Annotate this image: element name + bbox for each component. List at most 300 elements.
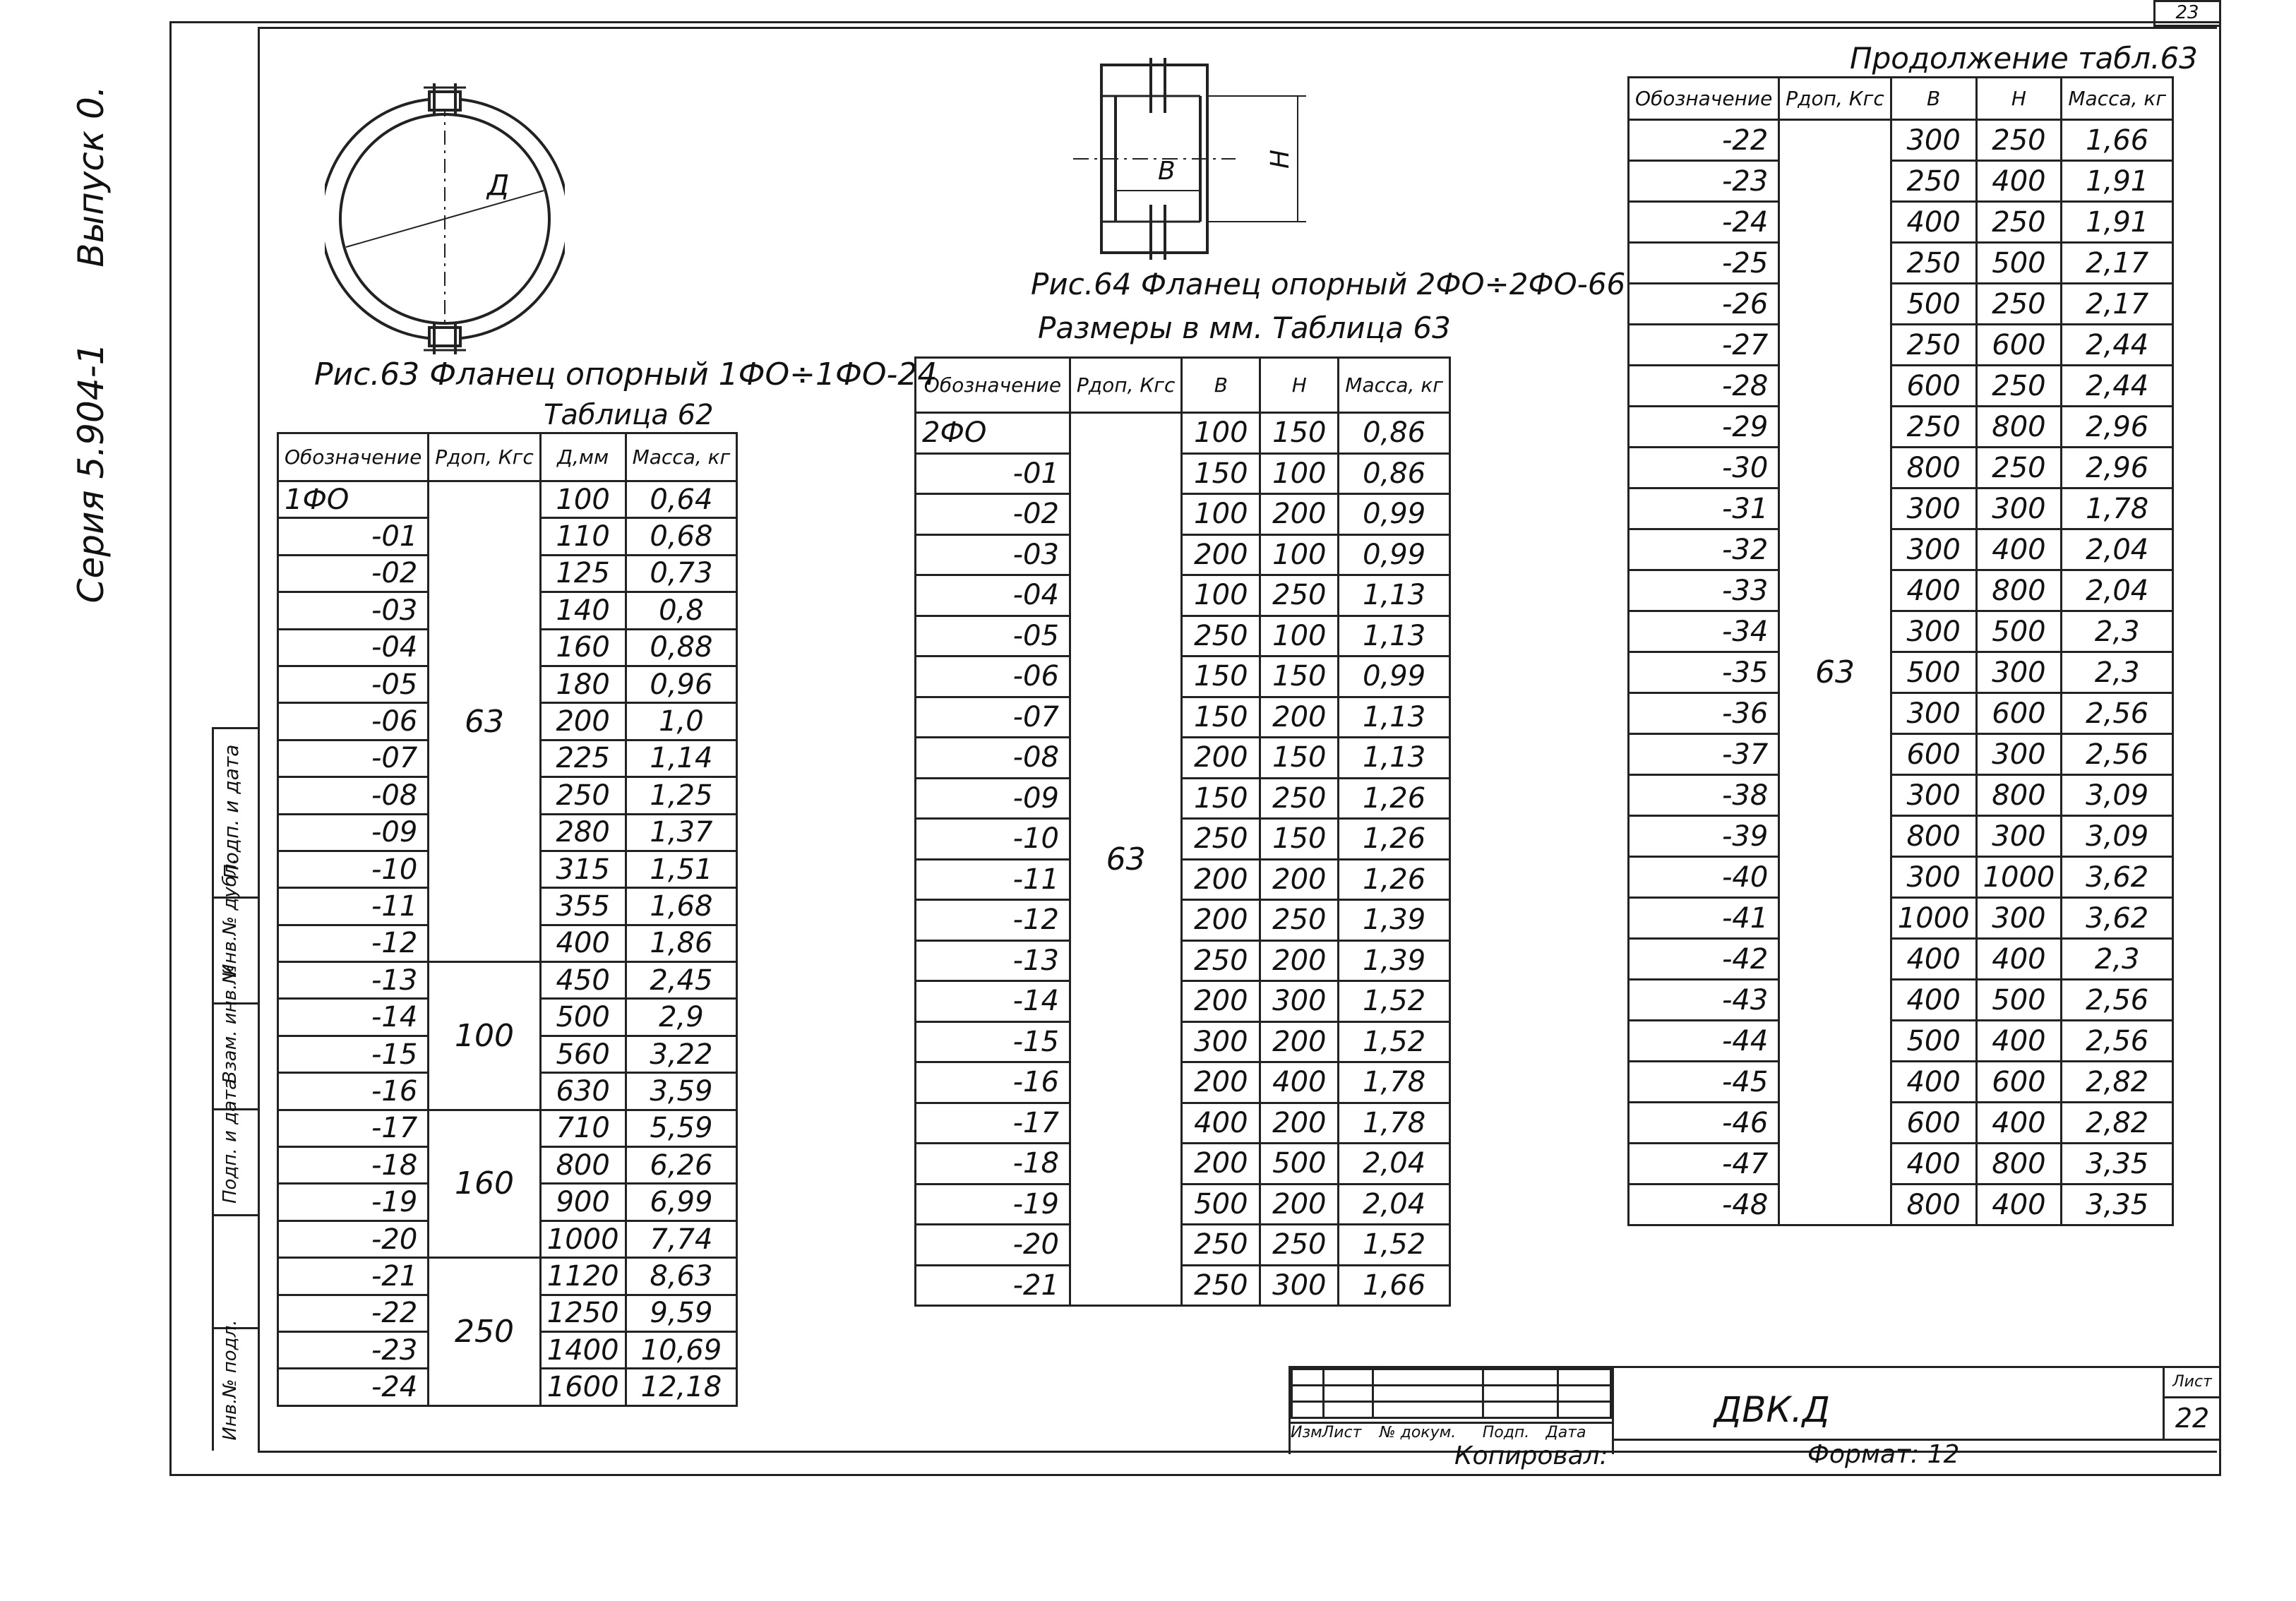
- t62-mass: 12,18: [626, 1369, 737, 1405]
- t62-designation: -08: [278, 777, 429, 814]
- t62-designation: -21: [278, 1258, 429, 1295]
- t62-mass: 0,73: [626, 555, 737, 592]
- tc-mass: 2,17: [2062, 243, 2173, 284]
- tc-row: [1629, 775, 2173, 816]
- tc-b: 600: [1891, 366, 1976, 407]
- tc-b: 250: [1891, 243, 1976, 284]
- t62-designation: -16: [278, 1073, 429, 1110]
- t63-row: [916, 1265, 1450, 1306]
- tc-designation: -33: [1629, 570, 1779, 611]
- t62-diameter: 1250: [540, 1295, 626, 1331]
- title-block: [1288, 1366, 2219, 1454]
- t63-row: [916, 656, 1450, 697]
- tc-h: 300: [1976, 816, 2062, 857]
- t62-designation: -01: [278, 518, 429, 555]
- t62-mass: 9,59: [626, 1295, 737, 1331]
- side-issue: Выпуск 0.: [71, 85, 112, 268]
- t62-mass: 7,74: [626, 1221, 737, 1257]
- t63-mass: 1,78: [1339, 1103, 1450, 1144]
- tc-row: [1629, 1062, 2173, 1103]
- tc-designation: -30: [1629, 448, 1779, 488]
- t63-designation: -05: [916, 616, 1070, 656]
- t63-mass: 1,13: [1339, 616, 1450, 656]
- t62-designation: -23: [278, 1331, 429, 1368]
- tc-b: 1000: [1891, 898, 1976, 939]
- t63-mass: 0,86: [1339, 453, 1450, 494]
- tc-row: [1629, 857, 2173, 898]
- t62-designation: -20: [278, 1221, 429, 1257]
- inner-top-line: [258, 27, 2217, 29]
- t62-diameter: 560: [540, 1036, 626, 1072]
- t62-mass: 2,45: [626, 962, 737, 999]
- tc-mass: 2,3: [2062, 611, 2173, 652]
- side-label-duplicate-inv: Инв.№ дубл.: [220, 858, 241, 978]
- t63-h: 200: [1260, 859, 1339, 900]
- tc-mass: 2,44: [2062, 366, 2173, 407]
- t62-designation: -14: [278, 999, 429, 1036]
- stamp-grid: [1291, 1368, 1612, 1419]
- t63-b: 200: [1182, 1062, 1260, 1103]
- fig63-ring-drawing: [325, 78, 565, 360]
- tc-mass: 3,35: [2062, 1185, 2173, 1225]
- t62-mass: 1,14: [626, 740, 737, 776]
- t63-h: 200: [1260, 1021, 1339, 1062]
- t63-designation: -07: [916, 697, 1070, 738]
- tc-mass: 2,3: [2062, 652, 2173, 693]
- t62-mass: 1,51: [626, 851, 737, 887]
- tc-b: 250: [1891, 407, 1976, 448]
- t62-diameter: 200: [540, 703, 626, 740]
- stamp-copied: Копировал:: [1454, 1441, 1608, 1470]
- t62-mass: 1,68: [626, 888, 737, 925]
- t62-diameter: 355: [540, 888, 626, 925]
- t63-row: [916, 1103, 1450, 1144]
- tc-designation: -26: [1629, 284, 1779, 325]
- t63-row: [916, 616, 1450, 656]
- tc-row: [1629, 652, 2173, 693]
- table-63-continuation: [1627, 76, 2174, 1226]
- t62-designation: -17: [278, 1110, 429, 1146]
- t62-designation: -12: [278, 925, 429, 961]
- tc-h: 300: [1976, 488, 2062, 529]
- tc-h: 250: [1976, 120, 2062, 161]
- t62-pressure-group: 63: [429, 481, 540, 962]
- t63-row: [916, 534, 1450, 575]
- fig64-caption: Рис.64 Фланец опорный 2ФО÷2ФО-66: [1031, 267, 1626, 301]
- tc-row: [1629, 202, 2173, 243]
- t63-mass: 1,26: [1339, 819, 1450, 860]
- tc-mass: 2,82: [2062, 1103, 2173, 1144]
- tc-b: 250: [1891, 161, 1976, 202]
- tc-mass: 3,09: [2062, 775, 2173, 816]
- t63-h: 150: [1260, 656, 1339, 697]
- tc-h: 250: [1976, 448, 2062, 488]
- t63-mass: 2,04: [1339, 1184, 1450, 1225]
- t63-b: 250: [1182, 940, 1260, 981]
- t63-mass: 1,52: [1339, 981, 1450, 1022]
- t62-mass: 0,68: [626, 518, 737, 555]
- t63-designation: -01: [916, 453, 1070, 494]
- t63-h: 300: [1260, 1265, 1339, 1306]
- fig63-table-caption: Таблица 62: [544, 399, 714, 431]
- t62-diameter: 110: [540, 518, 626, 555]
- stamp-col-change: Изм: [1291, 1424, 1322, 1441]
- tc-designation: -28: [1629, 366, 1779, 407]
- tc-pressure: 63: [1779, 120, 1891, 1225]
- t62-diameter: 250: [540, 777, 626, 814]
- t63-b: 300: [1182, 1021, 1260, 1062]
- tc-h: 600: [1976, 325, 2062, 366]
- t63-header-designation: Обозначение: [916, 358, 1070, 413]
- t63-h: 100: [1260, 534, 1339, 575]
- t63-designation: -19: [916, 1184, 1070, 1225]
- tc-b: 600: [1891, 734, 1976, 775]
- tc-b: 400: [1891, 980, 1976, 1021]
- tc-designation: -37: [1629, 734, 1779, 775]
- tc-mass: 2,17: [2062, 284, 2173, 325]
- t63-b: 250: [1182, 616, 1260, 656]
- t63-designation: -09: [916, 778, 1070, 819]
- t62-designation: -04: [278, 629, 429, 666]
- t63-b: 150: [1182, 656, 1260, 697]
- fig64-label-h: Н: [1266, 149, 1296, 169]
- tc-h: 800: [1976, 775, 2062, 816]
- tc-h: 300: [1976, 652, 2062, 693]
- tc-designation: -29: [1629, 407, 1779, 448]
- t63-b: 200: [1182, 1144, 1260, 1185]
- t62-designation: -11: [278, 888, 429, 925]
- tc-header-b: В: [1891, 78, 1976, 120]
- stamp-col-doc: № докум.: [1379, 1424, 1457, 1441]
- tc-row: [1629, 407, 2173, 448]
- tc-b: 800: [1891, 1185, 1976, 1225]
- t62-diameter: 180: [540, 666, 626, 702]
- fig64-subcaption: Размеры в мм. Таблица 63: [1038, 311, 1451, 345]
- tc-designation: -32: [1629, 529, 1779, 570]
- tc-header-h: Н: [1976, 78, 2062, 120]
- tc-b: 300: [1891, 120, 1976, 161]
- t62-designation: -07: [278, 740, 429, 776]
- tc-b: 400: [1891, 939, 1976, 980]
- tc-designation: -38: [1629, 775, 1779, 816]
- t63-h: 250: [1260, 1225, 1339, 1266]
- tc-h: 250: [1976, 284, 2062, 325]
- t63-designation: -17: [916, 1103, 1070, 1144]
- tc-mass: 3,35: [2062, 1144, 2173, 1185]
- tc-b: 300: [1891, 775, 1976, 816]
- tc-mass: 3,09: [2062, 816, 2173, 857]
- side-label-replace-inv: Взам. инв.№: [220, 964, 241, 1084]
- t62-mass: 0,8: [626, 592, 737, 629]
- tc-row: [1629, 693, 2173, 734]
- t62-designation: -03: [278, 592, 429, 629]
- tc-mass: 1,78: [2062, 488, 2173, 529]
- t62-diameter: 450: [540, 962, 626, 999]
- side-label-original-inv: Инв.№ подл.: [220, 1319, 241, 1441]
- t62-mass: 0,88: [626, 629, 737, 666]
- tc-row: [1629, 529, 2173, 570]
- t62-diameter: 630: [540, 1073, 626, 1110]
- tc-row: [1629, 448, 2173, 488]
- t63-h: 150: [1260, 819, 1339, 860]
- t63-h: 500: [1260, 1144, 1339, 1185]
- t62-diameter: 800: [540, 1147, 626, 1184]
- t63-h: 200: [1260, 1184, 1339, 1225]
- tc-row: [1629, 488, 2173, 529]
- tc-b: 400: [1891, 1144, 1976, 1185]
- tc-h: 800: [1976, 1144, 2062, 1185]
- t63-b: 200: [1182, 738, 1260, 779]
- fig63-label-d: Д: [487, 169, 510, 202]
- tc-h: 300: [1976, 734, 2062, 775]
- tc-row: [1629, 1144, 2173, 1185]
- tc-row: [1629, 980, 2173, 1021]
- tc-h: 800: [1976, 570, 2062, 611]
- t63-b: 100: [1182, 413, 1260, 454]
- stamp-col-sign: Подп.: [1482, 1424, 1530, 1441]
- tc-designation: -43: [1629, 980, 1779, 1021]
- t62-diameter: 140: [540, 592, 626, 629]
- t62-row: [278, 1258, 737, 1295]
- t62-designation: -24: [278, 1369, 429, 1405]
- t62-designation: -22: [278, 1295, 429, 1331]
- tc-row: [1629, 1185, 2173, 1225]
- t62-diameter: 900: [540, 1184, 626, 1221]
- t63-mass: 1,66: [1339, 1265, 1450, 1306]
- t63-header-mass: Масса, кг: [1339, 358, 1450, 413]
- stamp-sheet-number: 22: [2175, 1403, 2210, 1434]
- t63-row: [916, 900, 1450, 941]
- t63-pressure: 63: [1070, 413, 1181, 1306]
- stamp-format: Формат: 12: [1807, 1440, 1960, 1469]
- t62-diameter: 125: [540, 555, 626, 592]
- t62-designation: -10: [278, 851, 429, 887]
- tc-h: 400: [1976, 939, 2062, 980]
- t63-b: 150: [1182, 453, 1260, 494]
- t63-designation: -13: [916, 940, 1070, 981]
- tc-b: 800: [1891, 816, 1976, 857]
- t63-mass: 1,26: [1339, 778, 1450, 819]
- tc-mass: 2,44: [2062, 325, 2173, 366]
- t62-designation: -09: [278, 814, 429, 851]
- t63-header-h: Н: [1260, 358, 1339, 413]
- tc-row: [1629, 243, 2173, 284]
- t63-row: [916, 1062, 1450, 1103]
- t63-h: 200: [1260, 494, 1339, 535]
- tc-b: 300: [1891, 529, 1976, 570]
- t63-designation: -15: [916, 1021, 1070, 1062]
- tc-b: 500: [1891, 652, 1976, 693]
- t63-designation: -21: [916, 1265, 1070, 1306]
- tc-row: [1629, 734, 2173, 775]
- tc-b: 300: [1891, 857, 1976, 898]
- t63-b: 200: [1182, 900, 1260, 941]
- t62-header-mass: Масса, кг: [626, 433, 737, 481]
- t62-pressure-group: 100: [429, 962, 540, 1110]
- tc-designation: -25: [1629, 243, 1779, 284]
- t62-row: [278, 962, 737, 999]
- tc-b: 500: [1891, 1021, 1976, 1062]
- tc-mass: 2,56: [2062, 693, 2173, 734]
- t63-b: 250: [1182, 1265, 1260, 1306]
- tc-h: 500: [1976, 611, 2062, 652]
- t63-header-pressure: Рдоп, Кгс: [1070, 358, 1181, 413]
- tc-mass: 2,56: [2062, 734, 2173, 775]
- t63-h: 100: [1260, 453, 1339, 494]
- t63-mass: 0,99: [1339, 656, 1450, 697]
- t62-mass: 5,59: [626, 1110, 737, 1146]
- t62-diameter: 160: [540, 629, 626, 666]
- t63-b: 150: [1182, 697, 1260, 738]
- tc-b: 600: [1891, 1103, 1976, 1144]
- stamp-code: ДВК.Д: [1714, 1389, 1830, 1430]
- t62-row: [278, 481, 737, 518]
- t63-h: 150: [1260, 413, 1339, 454]
- t63-h: 200: [1260, 697, 1339, 738]
- t62-pressure-group: 250: [429, 1258, 540, 1406]
- table-63: [914, 356, 1451, 1307]
- tc-h: 800: [1976, 407, 2062, 448]
- t62-diameter: 1400: [540, 1331, 626, 1368]
- tc-designation: -47: [1629, 1144, 1779, 1185]
- tc-h: 400: [1976, 529, 2062, 570]
- t62-designation: -19: [278, 1184, 429, 1221]
- t62-diameter: 1600: [540, 1369, 626, 1405]
- t63-designation: -14: [916, 981, 1070, 1022]
- tc-row: [1629, 611, 2173, 652]
- t63-designation: 2ФО: [916, 413, 1070, 454]
- tc-h: 250: [1976, 366, 2062, 407]
- t62-row: [278, 1110, 737, 1146]
- t63-mass: 1,39: [1339, 940, 1450, 981]
- tc-designation: -22: [1629, 120, 1779, 161]
- t63-h: 200: [1260, 940, 1339, 981]
- tc-designation: -35: [1629, 652, 1779, 693]
- tc-b: 300: [1891, 611, 1976, 652]
- t62-diameter: 225: [540, 740, 626, 776]
- t62-mass: 1,0: [626, 703, 737, 740]
- tc-mass: 2,56: [2062, 980, 2173, 1021]
- t63-h: 150: [1260, 738, 1339, 779]
- t63-mass: 2,04: [1339, 1144, 1450, 1185]
- t63-b: 150: [1182, 778, 1260, 819]
- fig64-label-b: В: [1158, 157, 1176, 186]
- tc-designation: -39: [1629, 816, 1779, 857]
- t63-row: [916, 738, 1450, 779]
- tc-mass: 2,04: [2062, 570, 2173, 611]
- tc-row: [1629, 284, 2173, 325]
- t63-mass: 1,13: [1339, 575, 1450, 616]
- tc-designation: -48: [1629, 1185, 1779, 1225]
- tc-h: 250: [1976, 202, 2062, 243]
- t63-row: [916, 940, 1450, 981]
- t62-designation: 1ФО: [278, 481, 429, 518]
- tc-designation: -24: [1629, 202, 1779, 243]
- t62-designation: -02: [278, 555, 429, 592]
- tc-b: 500: [1891, 284, 1976, 325]
- t63-b: 500: [1182, 1184, 1260, 1225]
- t62-diameter: 1120: [540, 1258, 626, 1295]
- t63-designation: -02: [916, 494, 1070, 535]
- t63-mass: 0,86: [1339, 413, 1450, 454]
- t63-row: [916, 778, 1450, 819]
- t62-diameter: 315: [540, 851, 626, 887]
- tc-designation: -27: [1629, 325, 1779, 366]
- t62-pressure-group: 160: [429, 1110, 540, 1258]
- t63-row: [916, 575, 1450, 616]
- tc-b: 400: [1891, 570, 1976, 611]
- t62-designation: -06: [278, 703, 429, 740]
- t63-h: 250: [1260, 900, 1339, 941]
- t63-b: 400: [1182, 1103, 1260, 1144]
- side-label-sign-date-2: Подп. и дата: [220, 1078, 241, 1204]
- t63-mass: 1,13: [1339, 738, 1450, 779]
- tc-mass: 2,96: [2062, 407, 2173, 448]
- tc-designation: -46: [1629, 1103, 1779, 1144]
- tc-header-mass: Масса, кг: [2062, 78, 2173, 120]
- t63-row: [916, 413, 1450, 454]
- stamp-sheet-label: Лист: [2165, 1368, 2220, 1398]
- t62-mass: 0,64: [626, 481, 737, 518]
- tc-h: 400: [1976, 1185, 2062, 1225]
- t63-b: 100: [1182, 575, 1260, 616]
- t62-header-pressure: Рдоп, Кгс: [429, 433, 540, 481]
- t62-mass: 3,22: [626, 1036, 737, 1072]
- t63-designation: -16: [916, 1062, 1070, 1103]
- t63-mass: 1,52: [1339, 1225, 1450, 1266]
- tc-row: [1629, 325, 2173, 366]
- tc-b: 300: [1891, 488, 1976, 529]
- t63-designation: -06: [916, 656, 1070, 697]
- tc-h: 400: [1976, 1021, 2062, 1062]
- t63-row: [916, 697, 1450, 738]
- tc-b: 400: [1891, 202, 1976, 243]
- t63-row: [916, 1144, 1450, 1185]
- tc-row: [1629, 161, 2173, 202]
- t62-mass: 2,9: [626, 999, 737, 1036]
- t63-h: 200: [1260, 1103, 1339, 1144]
- t62-mass: 1,86: [626, 925, 737, 961]
- t63-row: [916, 494, 1450, 535]
- tc-mass: 2,04: [2062, 529, 2173, 570]
- tc-h: 600: [1976, 1062, 2062, 1103]
- t62-mass: 6,26: [626, 1147, 737, 1184]
- t63-designation: -04: [916, 575, 1070, 616]
- t63-mass: 0,99: [1339, 494, 1450, 535]
- tc-designation: -42: [1629, 939, 1779, 980]
- t62-designation: -13: [278, 962, 429, 999]
- t63-mass: 1,78: [1339, 1062, 1450, 1103]
- t63-mass: 1,52: [1339, 1021, 1450, 1062]
- tc-mass: 2,96: [2062, 448, 2173, 488]
- t63-mass: 1,13: [1339, 697, 1450, 738]
- tc-h: 300: [1976, 898, 2062, 939]
- tc-h: 500: [1976, 980, 2062, 1021]
- side-series: Серия 5.904-1: [71, 342, 112, 604]
- tc-mass: 3,62: [2062, 898, 2173, 939]
- t63-designation: -18: [916, 1144, 1070, 1185]
- tc-designation: -40: [1629, 857, 1779, 898]
- tc-designation: -36: [1629, 693, 1779, 734]
- t62-diameter: 710: [540, 1110, 626, 1146]
- t63-b: 250: [1182, 1225, 1260, 1266]
- tc-row: [1629, 939, 2173, 980]
- t63-designation: -20: [916, 1225, 1070, 1266]
- t62-diameter: 1000: [540, 1221, 626, 1257]
- tc-designation: -44: [1629, 1021, 1779, 1062]
- t62-designation: -18: [278, 1147, 429, 1184]
- t62-designation: -05: [278, 666, 429, 702]
